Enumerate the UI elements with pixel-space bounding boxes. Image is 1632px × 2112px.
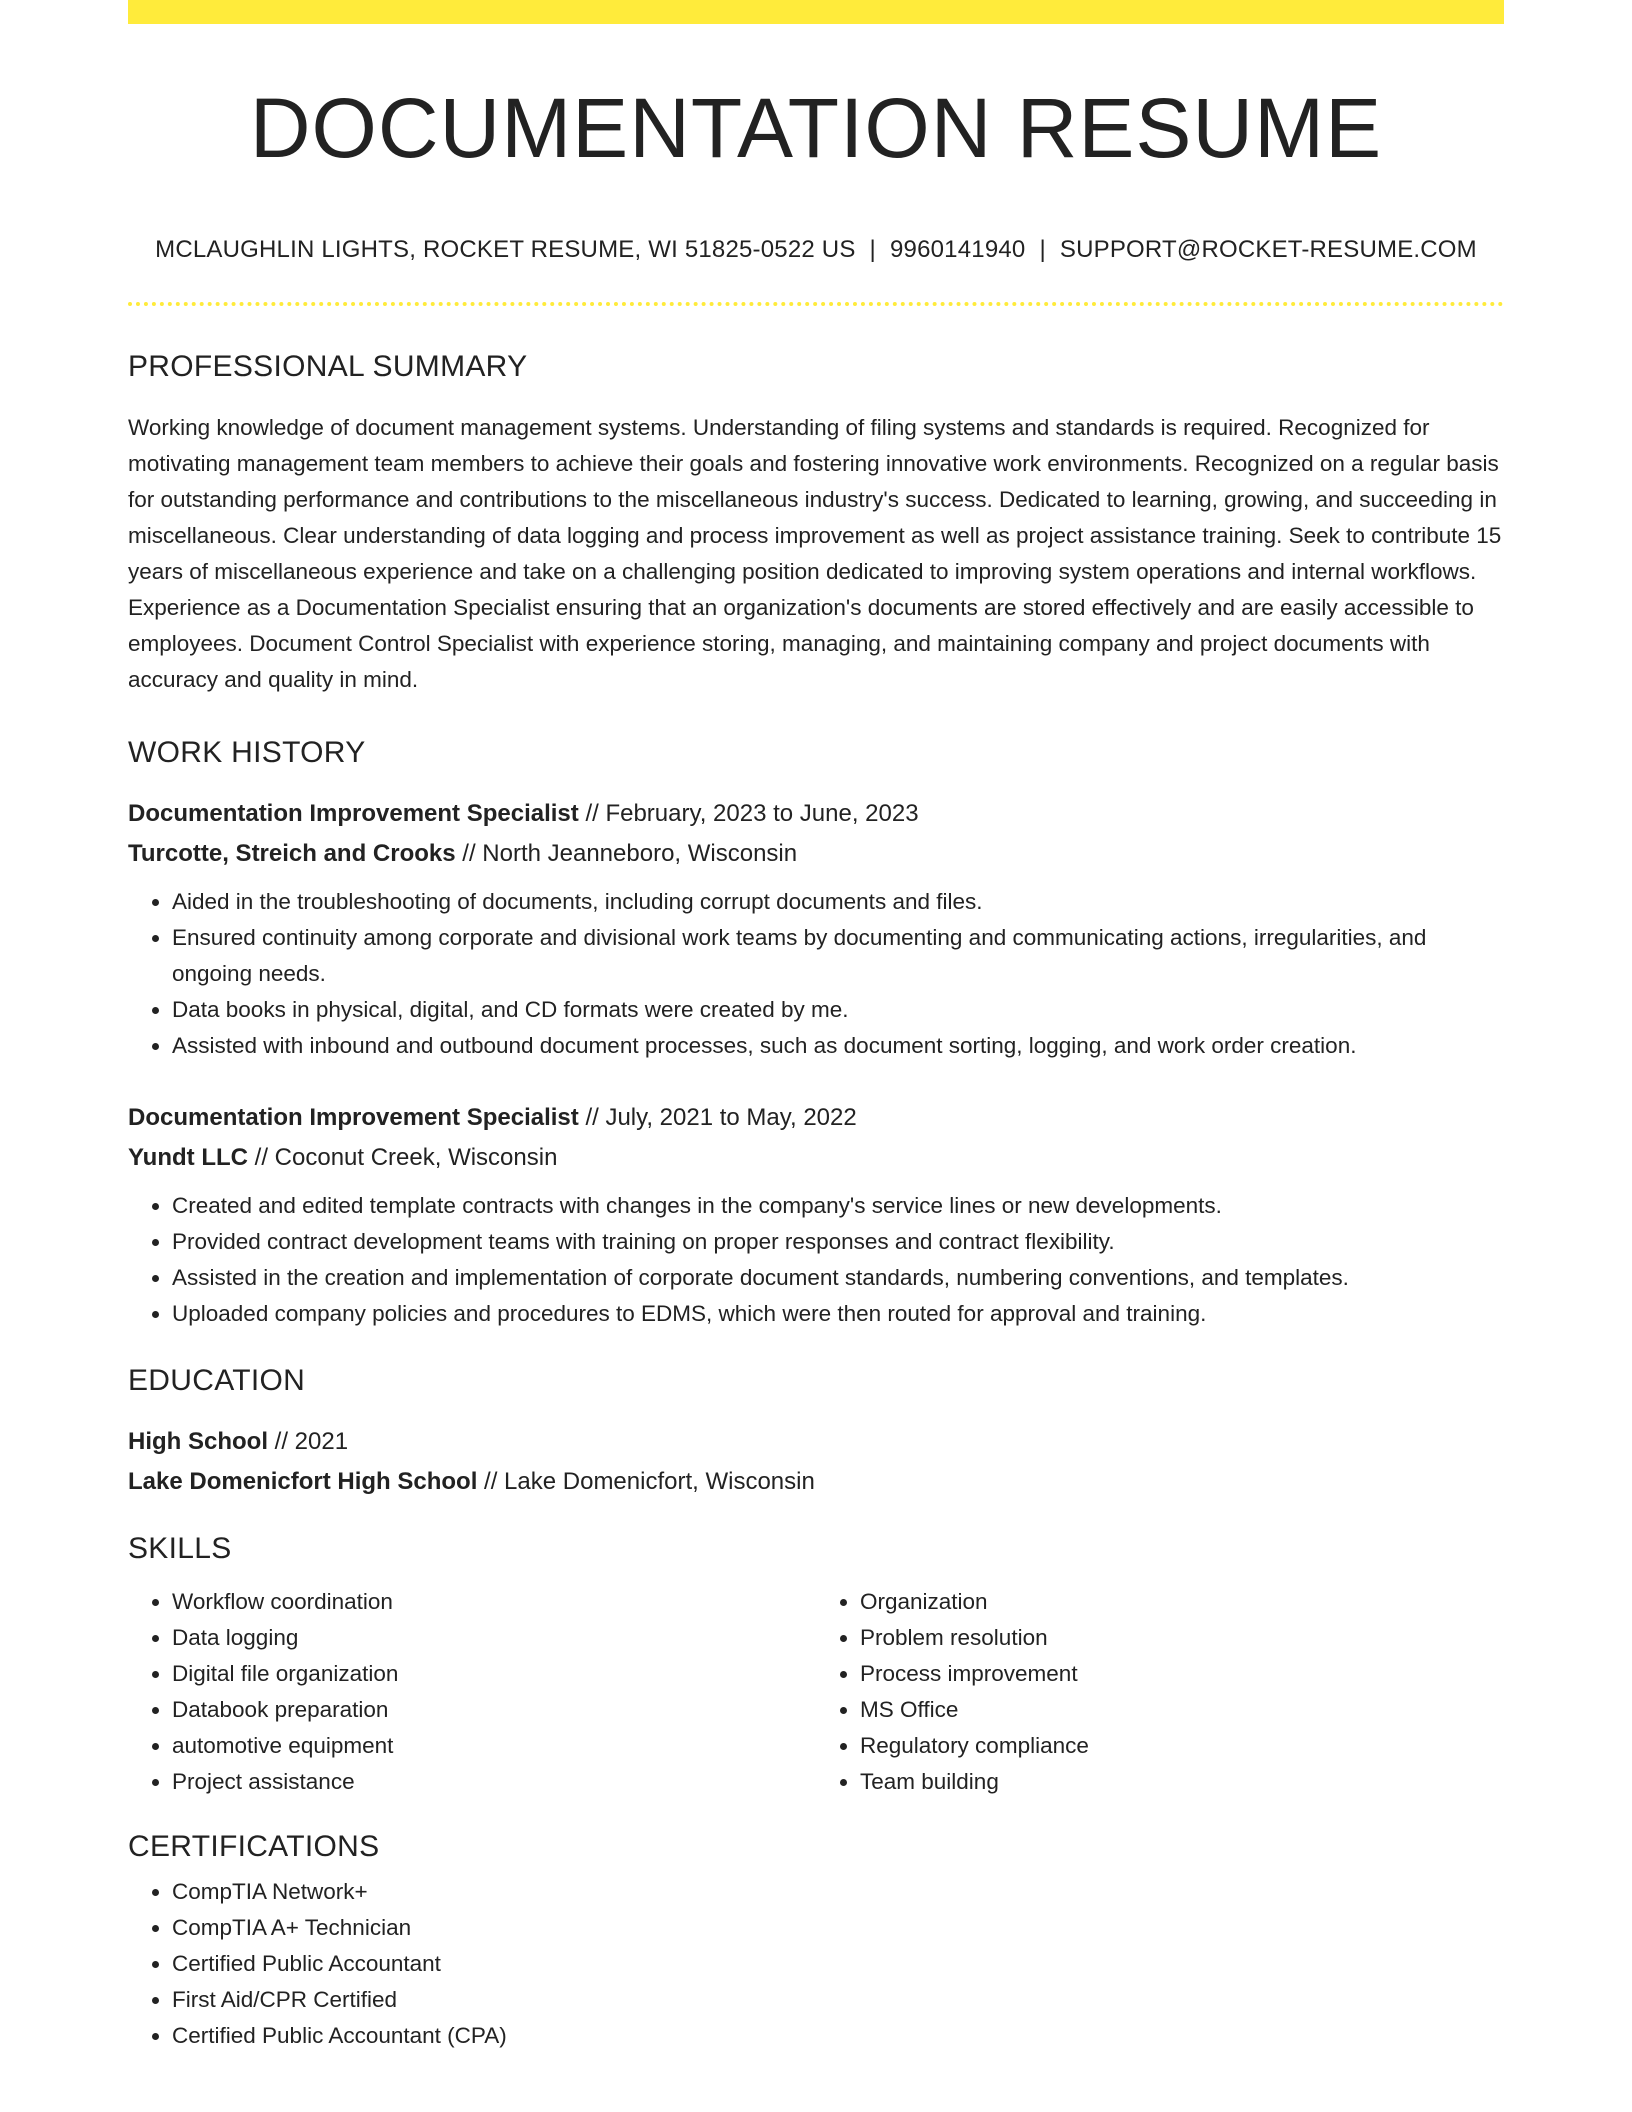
job-title: Documentation Improvement Specialist [128,800,579,827]
skill-item: • Process improvement [860,1656,1504,1692]
certification-item: • Certified Public Accountant (CPA) [172,2018,1504,2054]
job-company: Yundt LLC [128,1144,248,1171]
skill-item: • Digital file organization [172,1656,816,1692]
skill-item: • Databook preparation [172,1692,816,1728]
job-location: // North Jeanneboro, Wisconsin [462,840,798,867]
certification-item: • CompTIA A+ Technician [172,1910,1504,1946]
education-degree: High School [128,1428,268,1455]
job-title-line [128,1098,1504,1138]
education-school: Lake Domenicfort High School [128,1468,478,1495]
contact-email: SUPPORT@ROCKET-RESUME.COM [1059,236,1477,263]
contact-address: MCLAUGHLIN LIGHTS, ROCKET RESUME, WI 51825-0522 US [155,236,856,263]
job-bullet: • Aided in the troubleshooting of documents, including corrupt documents and files. [172,884,1504,920]
job-dates: // February, 2023 to June, 2023 [585,800,919,827]
education-degree-line [128,1422,1504,1462]
certification-item: • First Aid/CPR Certified [172,1982,1504,2018]
document-title: DOCUMENTATION RESUME [249,81,1383,175]
skills-grid [128,1584,1504,1800]
skill-item: • Organization [860,1584,1504,1620]
education-heading: EDUCATION [128,1364,306,1397]
summary-text: Working knowledge of document management systems. Understanding of filing systems and standards is required. Recognized for motivating management team members to achieve their goals and fostering innovative work environments. Recognized on a regular basis for outstanding performance and contributions to the miscellaneous industry's success. Dedicated to learning, growing, and succeeding in miscellaneous. Clear understanding of data logging and process improvement as well as project assistance training. Seek to contribute 15 years of miscellaneous experience and take on a challenging position dedicated to improving system operations and internal workflows. Experience as a Documentation Specialist ensuring that an organization's documents are stored effectively and are easily accessible to employees. Document Control Specialist with experience storing, managing, and maintaining company and project documents with accuracy and quality in mind. [128,415,1502,692]
job-entry [128,1098,1504,1332]
job-bullet: • Data books in physical, digital, and CD formats were created by me. [172,992,1504,1028]
skills-right-column [816,1584,1504,1800]
skills-heading: SKILLS [128,1532,232,1565]
certification-item: • Certified Public Accountant [172,1946,1504,1982]
job-company-line [128,834,1504,874]
skill-item: • automotive equipment [172,1728,816,1764]
job-title-line [128,794,1504,834]
education-entry [128,1422,1504,1502]
accent-top-bar [128,0,1504,24]
skill-item: • Workflow coordination [172,1584,816,1620]
job-bullet: • Assisted with inbound and outbound document processes, such as document sorting, logging, and work order creation. [172,1028,1504,1064]
skill-item: • Regulatory compliance [860,1728,1504,1764]
education-school-line [128,1462,1504,1502]
contact-separator: | [1039,236,1046,263]
job-company: Turcotte, Streich and Crooks [128,840,456,867]
work-history-heading: WORK HISTORY [128,736,366,769]
education-year: // 2021 [274,1428,349,1455]
job-bullets [128,1188,1504,1332]
summary-heading: PROFESSIONAL SUMMARY [128,350,528,383]
skill-item: • Team building [860,1764,1504,1800]
job-location: // Coconut Creek, Wisconsin [254,1144,558,1171]
certification-item: • CompTIA Network+ [172,1874,1504,1910]
job-company-line [128,1138,1504,1178]
certifications-list [128,1874,1504,2054]
certifications-heading: CERTIFICATIONS [128,1830,380,1863]
skill-item: • Data logging [172,1620,816,1656]
contact-phone: 9960141940 [889,236,1026,263]
skill-item: • Project assistance [172,1764,816,1800]
resume-page [128,0,1504,2054]
contact-separator: | [869,236,876,263]
job-entry [128,794,1504,1064]
skill-item: • MS Office [860,1692,1504,1728]
skills-left-column [128,1584,816,1800]
job-bullet: • Assisted in the creation and implementation of corporate document standards, numbering conventions, and templates. [172,1260,1504,1296]
job-title: Documentation Improvement Specialist [128,1104,579,1131]
job-bullet: • Created and edited template contracts with changes in the company's service lines or new developments. [172,1188,1504,1224]
job-dates: // July, 2021 to May, 2022 [585,1104,857,1131]
education-location: // Lake Domenicfort, Wisconsin [484,1468,815,1495]
job-bullet: • Uploaded company policies and procedures to EDMS, which were then routed for approval and training. [172,1296,1504,1332]
job-bullets [128,884,1504,1064]
job-bullet: • Ensured continuity among corporate and divisional work teams by documenting and communicating actions, irregularities, and ongoing needs. [172,920,1504,992]
dotted-divider [128,302,1504,306]
skill-item: • Problem resolution [860,1620,1504,1656]
job-bullet: • Provided contract development teams with training on proper responses and contract flexibility. [172,1224,1504,1260]
contact-line [128,236,1504,264]
